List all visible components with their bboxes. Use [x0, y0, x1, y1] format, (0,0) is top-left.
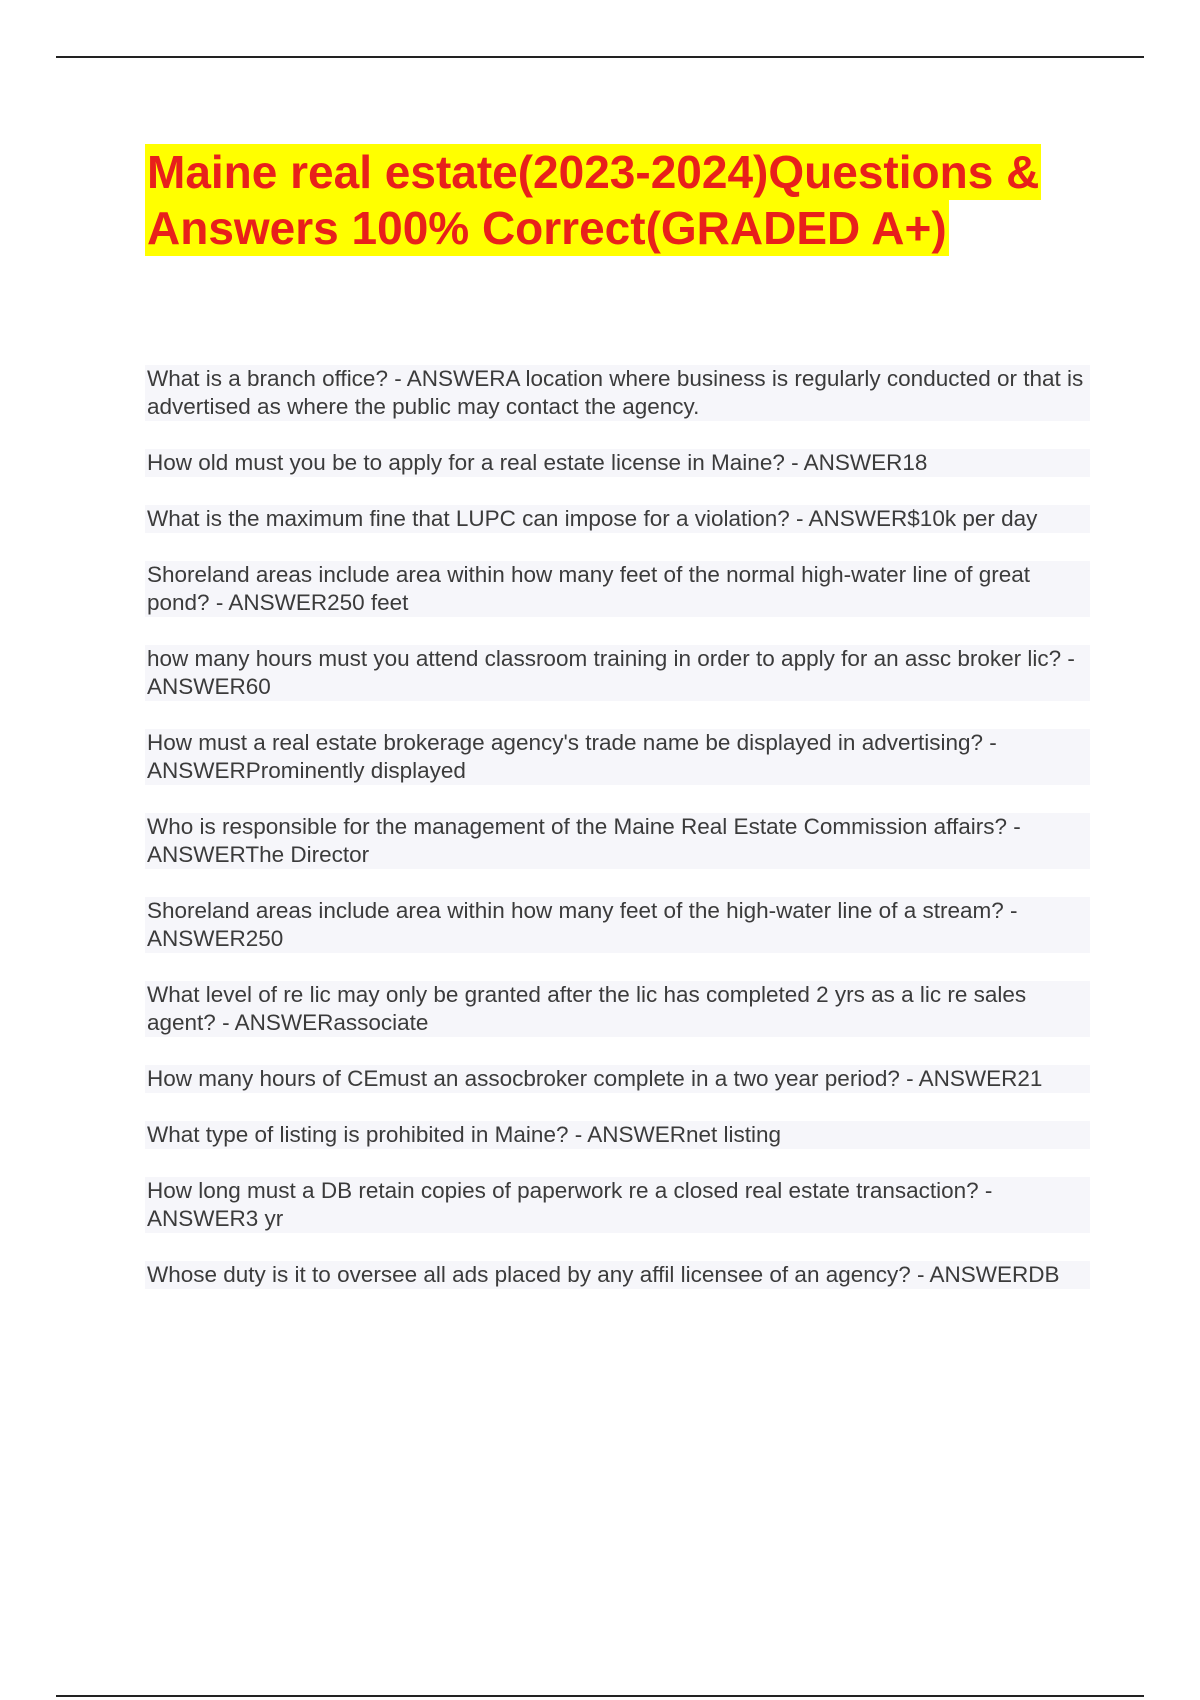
top-rule — [56, 56, 1144, 58]
qa-item: What is the maximum fine that LUPC can impose for a violation? - ANSWER$10k per day — [145, 505, 1090, 533]
qa-item: Whose duty is it to oversee all ads placed by any affil licensee of an agency? - ANSWERDB — [145, 1261, 1090, 1289]
title-line-1: Maine real estate(2023-2024)Questions & — [147, 146, 1040, 198]
qa-item: Shoreland areas include area within how many feet of the normal high-water line of great pond? - ANSWER250 feet — [145, 561, 1090, 617]
qa-item: Shoreland areas include area within how many feet of the high-water line of a stream? - ANSWER250 — [145, 897, 1090, 953]
title-line-2: Answers 100% Correct(GRADED A+) — [147, 202, 947, 254]
qa-item: What is a branch office? - ANSWERA location where business is regularly conducted or that is advertised as where the public may contact the agency. — [145, 365, 1090, 421]
qa-item: How long must a DB retain copies of paperwork re a closed real estate transaction? - ANSWER3 yr — [145, 1177, 1090, 1233]
document-title — [145, 144, 1090, 256]
qa-item: How must a real estate brokerage agency's trade name be displayed in advertising? - ANSWERProminently displayed — [145, 729, 1090, 785]
qa-item: What type of listing is prohibited in Maine? - ANSWERnet listing — [145, 1121, 1090, 1149]
qa-item: How old must you be to apply for a real estate license in Maine? - ANSWER18 — [145, 449, 1090, 477]
qa-item: What level of re lic may only be granted after the lic has completed 2 yrs as a lic re sales agent? - ANSWERassociate — [145, 981, 1090, 1037]
qa-item: Who is responsible for the management of the Maine Real Estate Commission affairs? - ANSWERThe Director — [145, 813, 1090, 869]
qa-list — [145, 365, 1090, 1317]
bottom-rule — [56, 1695, 1144, 1697]
qa-item: how many hours must you attend classroom training in order to apply for an assc broker lic? - ANSWER60 — [145, 645, 1090, 701]
qa-item: How many hours of CEmust an assocbroker complete in a two year period? - ANSWER21 — [145, 1065, 1090, 1093]
